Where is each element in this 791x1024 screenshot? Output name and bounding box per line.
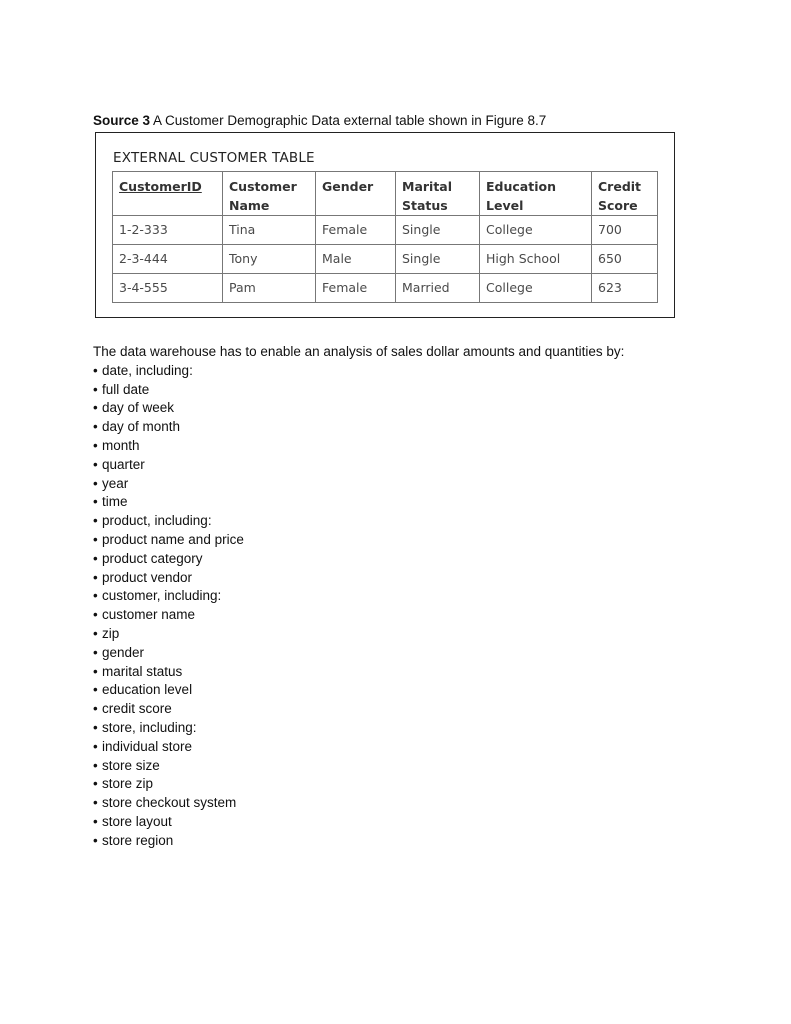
- requirements-list: [93, 362, 783, 851]
- list-item: • day of week: [93, 399, 783, 418]
- cell-gender: Male: [316, 245, 396, 274]
- cell-credit-score: 700: [592, 216, 658, 245]
- header-text: Customer: [229, 179, 297, 194]
- header-text: Credit: [598, 179, 642, 194]
- list-item: • product category: [93, 550, 783, 569]
- cell-gender: Female: [316, 274, 396, 303]
- requirements-paragraph: [93, 343, 783, 851]
- list-item: • store zip: [93, 775, 783, 794]
- header-text: Score: [598, 198, 638, 213]
- header-text: Level: [486, 198, 524, 213]
- list-item: • store checkout system: [93, 794, 783, 813]
- header-education-level: [480, 172, 592, 216]
- cell-marital-status: Married: [396, 274, 480, 303]
- source-description: A Customer Demographic Data external table shown in Figure 8.7: [150, 113, 547, 128]
- cell-customer-id: 2-3-444: [113, 245, 223, 274]
- header-customer-name: [223, 172, 316, 216]
- cell-customer-name: Pam: [223, 274, 316, 303]
- list-item: • individual store: [93, 738, 783, 757]
- header-text: Education: [486, 179, 556, 194]
- list-item: • gender: [93, 644, 783, 663]
- paragraph-intro: The data warehouse has to enable an analysis of sales dollar amounts and quantities by:: [93, 344, 625, 359]
- header-text: Status: [402, 198, 448, 213]
- list-item: • store, including:: [93, 719, 783, 738]
- list-item: • time: [93, 493, 783, 512]
- source-caption: [93, 112, 546, 130]
- table-row: [113, 245, 658, 274]
- list-item: • store size: [93, 757, 783, 776]
- cell-education-level: College: [480, 216, 592, 245]
- cell-customer-name: Tina: [223, 216, 316, 245]
- list-item: • full date: [93, 381, 783, 400]
- list-item: • product vendor: [93, 569, 783, 588]
- header-text: CustomerID: [119, 179, 202, 194]
- cell-credit-score: 650: [592, 245, 658, 274]
- cell-education-level: College: [480, 274, 592, 303]
- list-item: • customer name: [93, 606, 783, 625]
- list-item: • year: [93, 475, 783, 494]
- header-gender: [316, 172, 396, 216]
- header-text: Marital: [402, 179, 453, 194]
- header-customer-id: [113, 172, 223, 216]
- list-item: • quarter: [93, 456, 783, 475]
- table-header-row: [113, 172, 658, 216]
- cell-marital-status: Single: [396, 216, 480, 245]
- table-title: EXTERNAL CUSTOMER TABLE: [113, 150, 315, 166]
- cell-customer-id: 1-2-333: [113, 216, 223, 245]
- list-item: • month: [93, 437, 783, 456]
- source-label: Source 3: [93, 113, 151, 128]
- list-item: • store layout: [93, 813, 783, 832]
- list-item: • store region: [93, 832, 783, 851]
- header-marital-status: [396, 172, 480, 216]
- list-item: • zip: [93, 625, 783, 644]
- list-item: • marital status: [93, 663, 783, 682]
- list-item: • customer, including:: [93, 587, 783, 606]
- cell-marital-status: Single: [396, 245, 480, 274]
- figure-box: [95, 132, 675, 318]
- header-text: Name: [229, 198, 270, 213]
- list-item: • education level: [93, 681, 783, 700]
- cell-customer-name: Tony: [223, 245, 316, 274]
- list-item: • product name and price: [93, 531, 783, 550]
- cell-gender: Female: [316, 216, 396, 245]
- cell-customer-id: 3-4-555: [113, 274, 223, 303]
- list-item: • date, including:: [93, 362, 783, 381]
- cell-credit-score: 623: [592, 274, 658, 303]
- header-credit-score: [592, 172, 658, 216]
- cell-education-level: High School: [480, 245, 592, 274]
- external-customer-table: [112, 171, 658, 303]
- table-row: [113, 274, 658, 303]
- list-item: • product, including:: [93, 512, 783, 531]
- header-text: Gender: [322, 179, 374, 194]
- table-row: [113, 216, 658, 245]
- list-item: • day of month: [93, 418, 783, 437]
- list-item: • credit score: [93, 700, 783, 719]
